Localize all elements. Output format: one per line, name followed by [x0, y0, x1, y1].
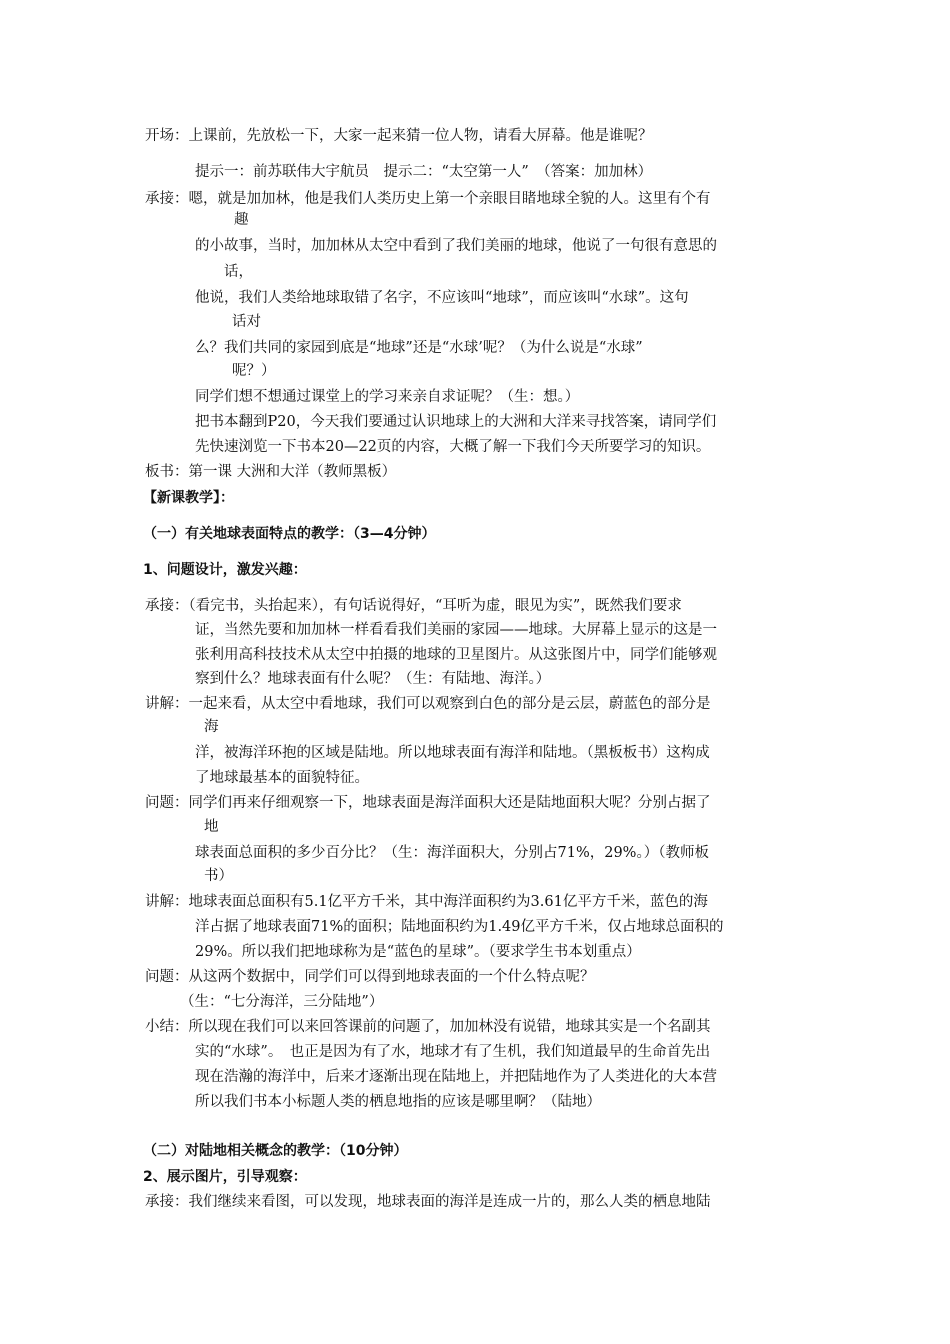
text-line: 洋占据了地球表面71%的面积；陆地面积约为1.49亿平方千米，仅占地球总面积的	[195, 919, 724, 935]
section-heading: 2、展示图片，引导观察：	[143, 1169, 307, 1185]
text-line: 话对	[232, 314, 261, 330]
text-line: 了地球最基本的面貌特征。	[195, 770, 369, 786]
text-line: 趣	[234, 212, 249, 228]
section-heading: 1、问题设计，激发兴趣：	[143, 562, 307, 578]
section-heading: （二）对陆地相关概念的教学：（10分钟）	[143, 1143, 408, 1159]
text-line: 提示一：前苏联伟大宇航员 提示二：“太空第一人” （答案：加加林）	[195, 164, 653, 180]
text-line: 海	[204, 719, 219, 735]
section-heading: 【新课教学】：	[143, 490, 234, 506]
text-line: 承接：（看完书，头抬起来），有句话说得好，“耳听为虚，眼见为实”，既然我们要求	[145, 598, 682, 614]
text-line: 开场：上课前，先放松一下，大家一起来猜一位人物，请看大屏幕。他是谁呢？	[145, 128, 653, 144]
text-line: 他说，我们人类给地球取错了名字，不应该叫“地球”，而应该叫“水球”。这句	[195, 290, 689, 306]
text-line: 把书本翻到P20，今天我们要通过认识地球上的大洲和大洋来寻找答案，请同学们	[195, 414, 717, 430]
text-line: 所以我们书本小标题人类的栖息地指的应该是哪里啊？（陆地）	[195, 1094, 601, 1110]
text-line: 察到什么？地球表面有什么呢？（生：有陆地、海洋。）	[195, 671, 551, 687]
text-line: 先快速浏览一下书本20—22页的内容，大概了解一下我们今天所要学习的知识。	[195, 439, 711, 455]
text-line: 么？我们共同的家园到底是“地球”还是“水球’呢？（为什么说是“水球”	[195, 340, 643, 356]
section-heading: （一）有关地球表面特点的教学：（3—4分钟）	[143, 526, 436, 542]
text-line: 讲解：一起来看，从太空中看地球，我们可以观察到白色的部分是云层，蔚蓝色的部分是	[145, 696, 711, 712]
text-line: 承接：嗯，就是加加林，他是我们人类历史上第一个亲眼目睹地球全貌的人。这里有个有	[145, 191, 711, 207]
text-line: 小结：所以现在我们可以来回答课前的问题了，加加林没有说错，地球其实是一个名副其	[145, 1019, 711, 1035]
text-line: 呢？）	[232, 363, 276, 379]
text-line: 问题：同学们再来仔细观察一下，地球表面是海洋面积大还是陆地面积大呢？分别占据了	[145, 795, 711, 811]
text-line: 29%。所以我们把地球称为是“蓝色的星球”。（要求学生书本划重点）	[195, 944, 641, 960]
text-line: 球表面总面积的多少百分比？（生：海洋面积大，分别占71%，29%。）（教师板	[195, 845, 709, 861]
text-line: 同学们想不想通过课堂上的学习来亲自求证呢？（生：想。）	[195, 389, 580, 405]
text-line: 承接：我们继续来看图，可以发现，地球表面的海洋是连成一片的，那么人类的栖息地陆	[145, 1194, 711, 1210]
text-line: 书）	[204, 868, 233, 884]
text-line: 证，当然先要和加加林一样看看我们美丽的家园——地球。大屏幕上显示的这是一	[195, 622, 717, 638]
text-line: 讲解：地球表面总面积有5.1亿平方千米，其中海洋面积约为3.61亿平方千米，蓝色的海	[145, 894, 708, 910]
text-line: 话，	[224, 264, 253, 280]
text-line: （生：“七分海洋，三分陆地”）	[180, 994, 384, 1010]
text-line: 现在浩瀚的海洋中，后来才逐渐出现在陆地上，并把陆地作为了人类进化的大本营	[195, 1069, 717, 1085]
text-line: 实的“水球”。 也正是因为有了水，地球才有了生机，我们知道最早的生命首先出	[195, 1044, 711, 1060]
text-line: 问题：从这两个数据中，同学们可以得到地球表面的一个什么特点呢？	[145, 969, 595, 985]
text-line: 洋，被海洋环抱的区域是陆地。所以地球表面有海洋和陆地。（黑板板书）这构成	[195, 745, 710, 761]
text-line: 张利用高科技技术从太空中拍摄的地球的卫星图片。从这张图片中，同学们能够观	[195, 647, 717, 663]
text-line: 地	[204, 819, 219, 835]
text-line: 板书：第一课 大洲和大洋（教师黑板）	[145, 464, 397, 480]
text-line: 的小故事，当时，加加林从太空中看到了我们美丽的地球，他说了一句很有意思的	[195, 238, 717, 254]
